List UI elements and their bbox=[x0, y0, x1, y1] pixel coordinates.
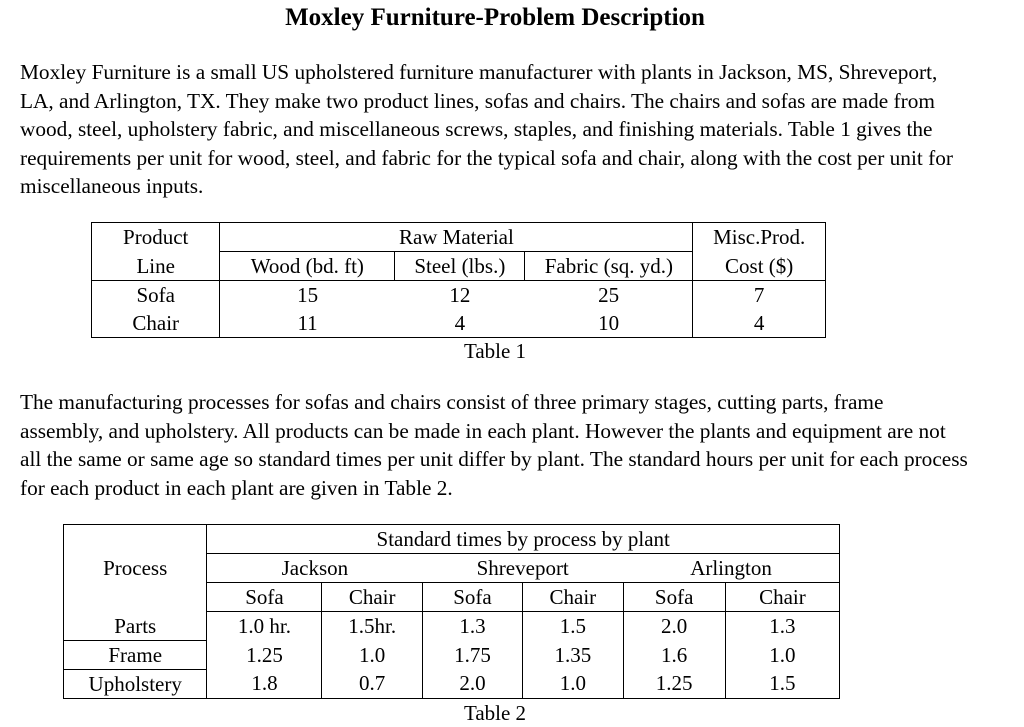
cell-value: 2.0 bbox=[422, 669, 522, 698]
cell-value: 0.7 bbox=[322, 669, 422, 698]
cell-wood: 11 bbox=[220, 309, 395, 338]
cell-steel: 4 bbox=[454, 311, 466, 335]
cell-value: 1.3 bbox=[725, 612, 839, 641]
cell-misc: 4 bbox=[693, 309, 826, 338]
cell-fabric: 10 bbox=[598, 311, 620, 335]
header-raw-material: Raw Material bbox=[220, 223, 693, 252]
header-misc: Misc.Prod. bbox=[693, 223, 826, 252]
table-row bbox=[92, 309, 826, 338]
table-row bbox=[64, 669, 840, 698]
header-sofa: Sofa bbox=[207, 583, 322, 612]
cell-value: 1.25 bbox=[207, 640, 322, 669]
cell-value: 2.0 bbox=[623, 612, 725, 641]
header-sofa: Sofa bbox=[623, 583, 725, 612]
cell-product: Chair bbox=[132, 311, 180, 335]
table1-caption: Table 1 bbox=[463, 339, 527, 363]
intro-paragraph: Moxley Furniture is a small US upholstered furniture manufacturer with plants in Jackson, MS, Shreveport, LA, and Arlington, TX. They make two product lines, sofas and chairs. The chairs and sofas are made from wood, steel, upholstery fabric, and miscellaneous screws, staples, and finishing materials. Table 1 gives the requirements per unit for wood, steel, and fabric for the typical sofa and chair, along with the cost per unit for miscellaneous inputs. bbox=[20, 60, 953, 198]
cell-value: 1.5hr. bbox=[322, 612, 422, 641]
header-product: Product bbox=[123, 225, 189, 250]
cell-wood: 15 bbox=[220, 281, 395, 310]
header-plant-shreveport: Shreveport bbox=[422, 554, 623, 583]
cell-value: 1.3 bbox=[422, 612, 522, 641]
raw-material-table bbox=[91, 222, 826, 338]
cell-process: Upholstery bbox=[88, 671, 182, 696]
cell-steel: 12 bbox=[449, 283, 471, 307]
cell-fabric: 25 bbox=[598, 283, 620, 307]
cell-value: 1.5 bbox=[523, 612, 623, 641]
header-wood: Wood (bd. ft) bbox=[220, 252, 395, 281]
header-sofa: Sofa bbox=[422, 583, 522, 612]
header-line: Line bbox=[92, 252, 220, 281]
header-process: Process bbox=[103, 556, 168, 581]
table-row bbox=[64, 640, 840, 669]
cell-value: 1.6 bbox=[623, 640, 725, 669]
cell-value: 1.75 bbox=[422, 640, 522, 669]
cell-value: 1.35 bbox=[523, 640, 623, 669]
cell-value: 1.0 bbox=[322, 640, 422, 669]
process-paragraph: The manufacturing processes for sofas and chairs consist of three primary stages, cutting parts, frame assembly, and upholstery. All products can be made in each plant. However the plants and equipment are not all the same or same age so standard times per unit differ by plant. The standard hours per unit for each process for each product in each plant are given in Table 2. bbox=[20, 390, 968, 500]
cell-value: 1.5 bbox=[725, 669, 839, 698]
cell-value: 1.8 bbox=[207, 669, 322, 698]
header-chair: Chair bbox=[322, 583, 422, 612]
cell-value: 1.0 hr. bbox=[207, 612, 322, 641]
header-fabric: Fabric (sq. yd.) bbox=[525, 252, 693, 281]
header-chair: Chair bbox=[523, 583, 623, 612]
cell-value: 1.0 bbox=[725, 640, 839, 669]
header-plant-jackson: Jackson bbox=[207, 554, 422, 583]
cell-value: 1.25 bbox=[623, 669, 725, 698]
header-chair: Chair bbox=[725, 583, 839, 612]
cell-process: Frame bbox=[64, 640, 207, 669]
standard-times-table bbox=[63, 524, 840, 699]
header-cost: Cost ($) bbox=[693, 252, 826, 281]
cell-misc: 7 bbox=[693, 281, 826, 310]
page-title: Moxley Furniture-Problem Description bbox=[285, 4, 705, 31]
header-standard-times: Standard times by process by plant bbox=[207, 525, 840, 554]
header-steel: Steel (lbs.) bbox=[395, 252, 525, 281]
table2-caption: Table 2 bbox=[463, 701, 527, 725]
cell-product: Sofa bbox=[136, 283, 175, 307]
cell-process: Parts bbox=[64, 612, 207, 641]
header-plant-arlington: Arlington bbox=[623, 554, 839, 583]
table-row bbox=[64, 612, 840, 641]
cell-value: 1.0 bbox=[523, 669, 623, 698]
table-row bbox=[92, 281, 826, 310]
